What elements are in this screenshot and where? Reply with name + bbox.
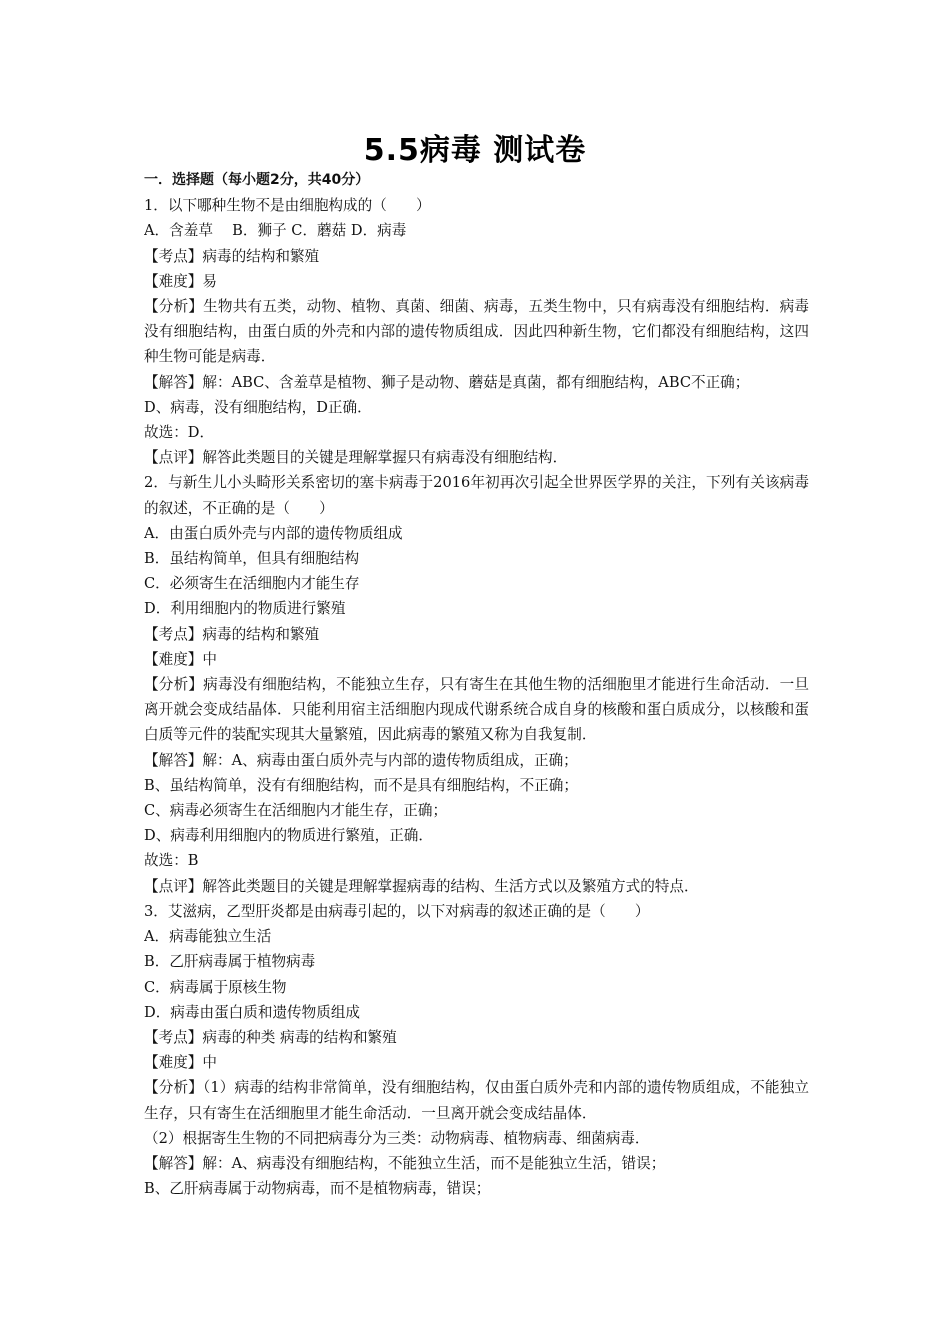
q3-question: 3．艾滋病，乙型肝炎都是由病毒引起的，以下对病毒的叙述正确的是（ ） (144, 902, 650, 920)
q2-guxuan: 故选：B (144, 852, 199, 870)
q2-nandu: 【难度】中 (144, 650, 217, 668)
q1-dianping: 【点评】解答此类题目的关键是理解掌握只有病毒没有细胞结构． (144, 449, 568, 467)
q2-option-c: C．必须寄生在活细胞内才能生存 (144, 575, 360, 593)
section-heading: 一．选择题（每小题2分，共40分） (144, 172, 370, 188)
q2-dianping: 【点评】解答此类题目的关键是理解掌握病毒的结构、生活方式以及繁殖方式的特点． (144, 877, 699, 895)
q3-kaodian: 【考点】病毒的种类 病毒的结构和繁殖 (144, 1028, 397, 1046)
q2-jieda-3: C、病毒必须寄生在活细胞内才能生存，正确； (144, 802, 448, 820)
document-body (144, 168, 809, 1201)
q2-fenxi: 【分析】病毒没有细胞结构，不能独立生存，只有寄生在其他生物的活细胞里才能进行生命活动．一旦离开就会变成结晶体．只能利用宿主活细胞内现成代谢系统合成自身的核酸和蛋白质成分，以核酸和蛋白质等元件的装配实现其大量繁殖，因此病毒的繁殖又称为自我复制． (144, 676, 809, 744)
q1-jieda-1: 【解答】解：ABC、含羞草是植物、狮子是动物、蘑菇是真菌，都有细胞结构，ABC不正确； (144, 373, 750, 391)
q1-question: 1．以下哪种生物不是由细胞构成的（ ） (144, 197, 431, 215)
q2-jieda-4: D、病毒利用细胞内的物质进行繁殖，正确． (144, 827, 433, 845)
q3-option-a: A．病毒能独立生活 (144, 928, 272, 946)
q3-nandu: 【难度】中 (144, 1054, 217, 1072)
q1-nandu: 【难度】易 (144, 272, 217, 290)
q2-option-a: A．由蛋白质外壳与内部的遗传物质组成 (144, 524, 403, 542)
q3-fenxi-2: （2）根据寄生生物的不同把病毒分为三类：动物病毒、植物病毒、细菌病毒． (144, 1129, 650, 1147)
q1-kaodian: 【考点】病毒的结构和繁殖 (144, 247, 320, 265)
q1-guxuan: 故选：D． (144, 424, 215, 442)
q3-fenxi-1: 【分析】（1）病毒的结构非常简单，没有细胞结构，仅由蛋白质外壳和内部的遗传物质组成，不能独立生存，只有寄生在活细胞里才能生命活动．一旦离开就会变成结晶体． (144, 1079, 809, 1122)
q2-jieda-2: B、虽结构简单，没有有细胞结构，而不是具有细胞结构，不正确； (144, 776, 578, 794)
q3-option-d: D．病毒由蛋白质和遗传物质组成 (144, 1003, 361, 1021)
q1-options: A．含羞草 B．狮子 C．蘑菇 D．病毒 (144, 222, 407, 240)
q2-option-d: D．利用细胞内的物质进行繁殖 (144, 600, 346, 618)
q3-jieda-2: B、乙肝病毒属于动物病毒，而不是植物病毒，错误； (144, 1180, 491, 1198)
q3-option-b: B．乙肝病毒属于植物病毒 (144, 953, 316, 971)
q3-jieda-1: 【解答】解：A、病毒没有细胞结构，不能独立生活，而不是能独立生活，错误； (144, 1154, 666, 1172)
q2-option-b: B．虽结构简单，但具有细胞结构 (144, 550, 360, 568)
q2-jieda-1: 【解答】解：A、病毒由蛋白质外壳与内部的遗传物质组成，正确； (144, 751, 578, 769)
q1-fenxi: 【分析】生物共有五类，动物、植物、真菌、细菌、病毒，五类生物中，只有病毒没有细胞结构．病毒没有细胞结构，由蛋白质的外壳和内部的遗传物质组成．因此四种新生物，它们都没有细胞结构，这四种生物可能是病毒． (144, 298, 809, 366)
page-title: 5.5病毒 测试卷 (363, 133, 587, 168)
q1-jieda-2: D、病毒，没有细胞结构，D正确． (144, 398, 372, 416)
q2-question: 2．与新生儿小头畸形关系密切的塞卡病毒于2016年初再次引起全世界医学界的关注，下列有关该病毒的叙述，不正确的是（ ） (144, 474, 809, 517)
q2-kaodian: 【考点】病毒的结构和繁殖 (144, 625, 320, 643)
q3-option-c: C．病毒属于原核生物 (144, 978, 287, 996)
